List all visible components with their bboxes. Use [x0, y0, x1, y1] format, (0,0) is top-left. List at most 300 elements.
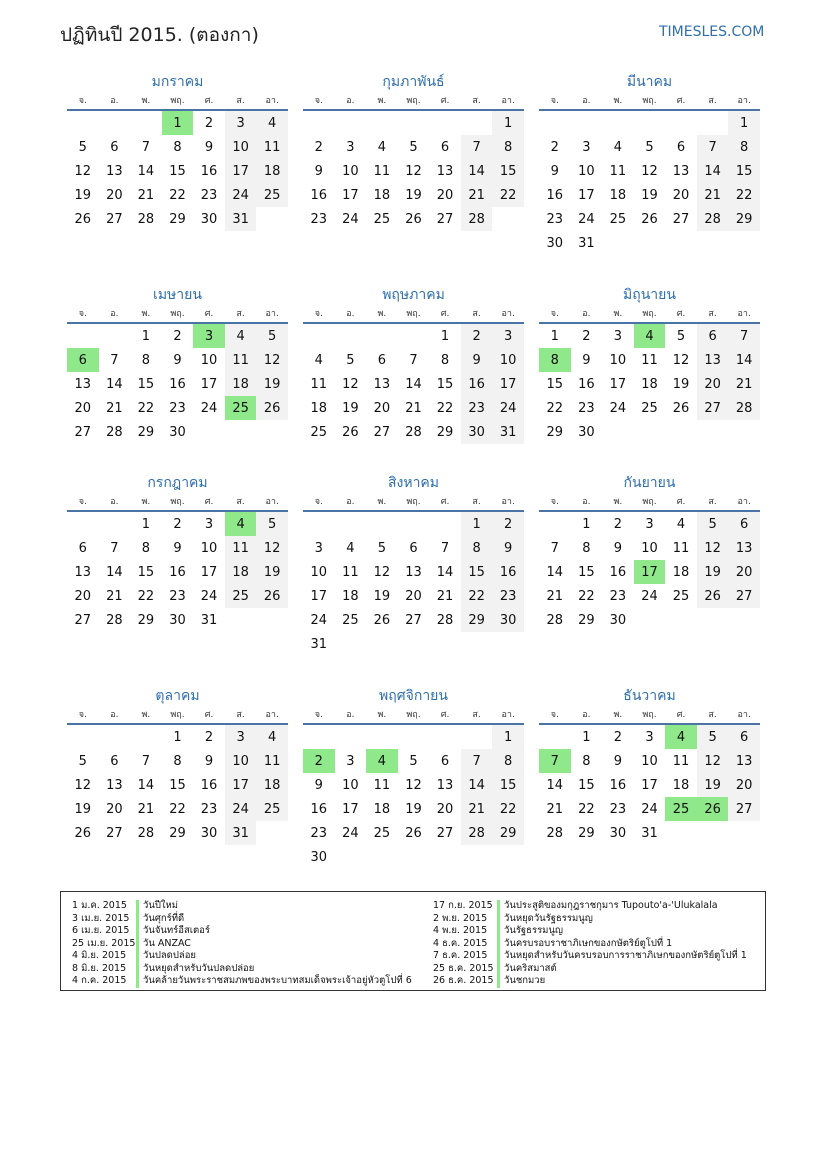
weekday-header [67, 708, 288, 725]
holiday-entry [433, 938, 747, 951]
weekday-label: ส. [236, 710, 245, 720]
day-cell: 11 [609, 163, 627, 179]
holiday-day-cell: 2 [303, 749, 335, 773]
day-cell: 28 [106, 424, 123, 440]
day-cell: 17 [310, 588, 328, 604]
day-cell: 19 [74, 187, 92, 203]
day-cell: 21 [461, 183, 493, 207]
day-cell: 5 [78, 139, 87, 155]
day-cell: 10 [641, 540, 658, 556]
day-cell: 14 [461, 159, 493, 183]
day-cell: 18 [672, 564, 690, 580]
day-grid [539, 512, 760, 632]
holiday-date: 3 เม.ย. 2015 [72, 912, 130, 924]
day-cell: 21 [728, 372, 760, 396]
day-cell: 18 [256, 159, 288, 183]
day-cell: 19 [697, 773, 729, 797]
day-cell: 29 [578, 825, 595, 841]
weekday-label: อ. [346, 96, 355, 106]
day-cell: 29 [546, 424, 564, 440]
day-cell: 16 [578, 376, 595, 392]
holiday-name: วันศุกร์ที่ดี [136, 913, 184, 926]
day-cell: 28 [137, 825, 155, 841]
weekday-header [539, 495, 760, 512]
weekday-label: ศ. [440, 497, 450, 507]
day-cell: 22 [578, 801, 595, 817]
day-cell: 20 [672, 187, 690, 203]
weekday-label: อา. [501, 96, 515, 106]
day-cell: 27 [74, 612, 92, 628]
day-cell: 29 [169, 825, 186, 841]
day-cell: 1 [141, 328, 151, 344]
day-cell: 26 [256, 584, 288, 608]
day-cell: 19 [74, 801, 92, 817]
day-cell: 14 [137, 777, 155, 793]
weekday-label: พฤ. [170, 96, 185, 106]
day-cell: 6 [728, 725, 760, 749]
day-cell: 7 [141, 139, 151, 155]
weekday-label: อา. [737, 497, 751, 507]
weekday-label: พฤ. [406, 309, 421, 319]
day-cell: 4 [377, 139, 387, 155]
empty-cell [461, 111, 493, 135]
day-cell: 2 [461, 324, 493, 348]
day-cell: 8 [141, 540, 151, 556]
weekday-label: ศ. [676, 309, 686, 319]
day-cell: 24 [310, 612, 328, 628]
weekday-label: พ. [377, 710, 387, 720]
month-name: กรกฎาคม [147, 475, 208, 491]
weekday-label: พฤ. [406, 96, 421, 106]
holiday-date: 2 พ.ย. 2015 [433, 912, 488, 924]
day-cell: 10 [225, 749, 257, 773]
day-cell: 25 [310, 424, 328, 440]
empty-cell [571, 111, 603, 135]
day-cell: 5 [346, 352, 355, 368]
day-cell: 30 [310, 849, 328, 865]
day-cell: 21 [546, 801, 564, 817]
day-cell: 25 [609, 211, 627, 227]
weekday-label: ส. [708, 96, 717, 106]
holiday-name: วันชกมวย [497, 975, 545, 988]
day-cell: 16 [310, 187, 328, 203]
weekday-label: อ. [582, 497, 591, 507]
weekday-label: อ. [346, 710, 355, 720]
empty-cell [366, 324, 398, 348]
day-cell: 6 [440, 139, 450, 155]
weekday-label: ศ. [204, 710, 214, 720]
holiday-date: 4 พ.ย. 2015 [433, 925, 488, 936]
day-grid [303, 512, 524, 656]
weekday-label: อ. [110, 497, 119, 507]
holiday-entry [72, 975, 412, 988]
day-cell: 9 [461, 348, 493, 372]
month-name: กันยายน [623, 475, 676, 491]
day-cell: 21 [697, 183, 729, 207]
day-cell: 3 [613, 328, 623, 344]
day-cell: 10 [641, 753, 658, 769]
day-cell: 13 [74, 376, 92, 392]
day-cell: 16 [609, 564, 627, 580]
day-cell: 10 [342, 777, 359, 793]
day-cell: 8 [440, 352, 450, 368]
holiday-entry [72, 963, 412, 976]
day-cell: 20 [728, 560, 760, 584]
weekday-label: อ. [110, 710, 119, 720]
day-cell: 26 [74, 825, 92, 841]
day-cell: 4 [676, 516, 686, 532]
weekday-label: พ. [613, 309, 623, 319]
day-cell: 15 [137, 376, 155, 392]
day-cell: 30 [578, 424, 595, 440]
day-cell: 16 [492, 560, 524, 584]
weekday-label: พ. [141, 309, 151, 319]
day-cell: 1 [461, 512, 493, 536]
day-cell: 8 [173, 753, 182, 769]
day-cell: 27 [436, 211, 454, 227]
day-cell: 23 [609, 801, 627, 817]
day-cell: 24 [342, 825, 359, 841]
day-cell: 25 [256, 797, 288, 821]
empty-cell [366, 725, 398, 749]
day-cell: 29 [578, 612, 595, 628]
day-cell: 27 [405, 612, 422, 628]
day-grid [539, 324, 760, 444]
day-cell: 22 [578, 588, 595, 604]
day-cell: 11 [225, 536, 257, 560]
day-cell: 31 [200, 612, 218, 628]
weekday-label: ศ. [440, 96, 450, 106]
day-cell: 20 [728, 773, 760, 797]
day-cell: 6 [728, 512, 760, 536]
weekday-label: อา. [501, 309, 515, 319]
weekday-label: อา. [501, 497, 515, 507]
day-cell: 19 [256, 372, 288, 396]
holiday-date: 4 ธ.ค. 2015 [433, 937, 488, 949]
weekday-label: พ. [377, 96, 387, 106]
weekday-label: พ. [613, 710, 623, 720]
holiday-day-cell: 3 [193, 324, 225, 348]
day-cell: 19 [342, 400, 359, 416]
day-cell: 11 [256, 749, 288, 773]
weekday-label: ส. [236, 309, 245, 319]
holiday-entry [433, 913, 747, 926]
day-cell: 3 [314, 540, 323, 556]
day-cell: 25 [672, 588, 690, 604]
weekday-label: อ. [110, 96, 119, 106]
day-cell: 28 [106, 612, 123, 628]
weekday-header [303, 94, 524, 111]
day-cell: 13 [436, 163, 454, 179]
day-cell: 9 [613, 753, 623, 769]
day-cell: 2 [582, 328, 591, 344]
day-cell: 31 [225, 207, 257, 231]
day-cell: 8 [492, 749, 524, 773]
holiday-name: วันประสูติของมกุฎราชกุมาร Tupouto'a-'Ulukalala [497, 900, 718, 913]
day-cell: 19 [405, 801, 422, 817]
day-cell: 11 [373, 777, 391, 793]
day-cell: 3 [346, 753, 355, 769]
day-cell: 5 [377, 540, 387, 556]
month-calendar [539, 283, 760, 444]
day-cell: 19 [697, 560, 729, 584]
day-cell: 27 [74, 424, 92, 440]
day-cell: 25 [373, 211, 391, 227]
day-cell: 5 [78, 753, 87, 769]
day-cell: 20 [106, 801, 123, 817]
empty-cell [429, 512, 461, 536]
day-cell: 9 [314, 163, 323, 179]
day-cell: 24 [342, 211, 359, 227]
page-title: ปฏิทินปี 2015. (ตองกา) [60, 24, 259, 46]
weekday-label: อ. [582, 96, 591, 106]
day-cell: 13 [106, 777, 123, 793]
month-name: พฤษภาคม [382, 287, 445, 303]
day-cell: 1 [492, 111, 524, 135]
weekday-label: พ. [377, 309, 387, 319]
day-cell: 8 [141, 352, 151, 368]
weekday-label: ศ. [204, 96, 214, 106]
day-cell: 29 [436, 424, 454, 440]
day-grid [539, 725, 760, 845]
holiday-day-cell: 8 [539, 348, 571, 372]
day-cell: 6 [440, 753, 450, 769]
weekday-label: อ. [110, 309, 119, 319]
day-cell: 11 [641, 352, 658, 368]
day-cell: 12 [405, 163, 422, 179]
weekday-label: ส. [708, 309, 717, 319]
empty-cell [539, 512, 571, 536]
empty-cell [303, 725, 335, 749]
weekday-header [67, 307, 288, 324]
day-cell: 16 [200, 163, 218, 179]
day-cell: 9 [613, 540, 623, 556]
holiday-name: วันรัฐธรรมนูญ [497, 925, 563, 938]
day-cell: 12 [256, 348, 288, 372]
day-cell: 4 [225, 324, 257, 348]
empty-cell [303, 324, 335, 348]
day-cell: 28 [436, 612, 454, 628]
weekday-label: ส. [472, 497, 481, 507]
day-cell: 7 [550, 540, 559, 556]
day-cell: 15 [728, 159, 760, 183]
day-cell: 11 [342, 564, 359, 580]
weekday-label: จ. [550, 497, 559, 507]
weekday-label: ส. [708, 497, 717, 507]
holiday-day-cell: 17 [634, 560, 666, 584]
weekday-label: ส. [708, 710, 717, 720]
day-cell: 16 [169, 564, 186, 580]
empty-cell [99, 111, 131, 135]
day-cell: 17 [200, 376, 218, 392]
day-cell: 15 [492, 159, 524, 183]
day-cell: 21 [137, 187, 155, 203]
day-cell: 3 [492, 324, 524, 348]
day-cell: 27 [728, 797, 760, 821]
weekday-label: อ. [346, 497, 355, 507]
month-calendar [67, 283, 288, 444]
holiday-day-cell: 7 [539, 749, 571, 773]
day-cell: 19 [672, 376, 690, 392]
day-cell: 15 [578, 777, 595, 793]
weekday-label: จ. [78, 710, 87, 720]
day-cell: 1 [582, 516, 591, 532]
day-cell: 12 [641, 163, 658, 179]
weekday-label: พ. [377, 497, 387, 507]
weekday-label: อ. [582, 309, 591, 319]
holiday-name: วันหยุดสำหรับวันปลดปล่อย [136, 963, 254, 976]
day-cell: 10 [225, 135, 257, 159]
day-cell: 2 [492, 512, 524, 536]
day-cell: 23 [578, 400, 595, 416]
weekday-label: ศ. [204, 309, 214, 319]
day-cell: 5 [409, 139, 418, 155]
day-cell: 30 [200, 211, 218, 227]
day-cell: 22 [492, 183, 524, 207]
holiday-entry [433, 900, 747, 913]
holiday-day-cell: 1 [162, 111, 194, 135]
day-cell: 7 [110, 540, 119, 556]
day-cell: 12 [373, 564, 391, 580]
day-cell: 24 [492, 396, 524, 420]
day-cell: 28 [405, 424, 422, 440]
day-cell: 13 [373, 376, 391, 392]
day-cell: 19 [373, 588, 391, 604]
day-cell: 22 [436, 400, 454, 416]
day-cell: 13 [106, 163, 123, 179]
day-cell: 10 [492, 348, 524, 372]
day-cell: 29 [728, 207, 760, 231]
day-cell: 18 [256, 773, 288, 797]
day-cell: 19 [405, 187, 422, 203]
day-cell: 24 [641, 588, 658, 604]
day-cell: 26 [342, 424, 359, 440]
day-cell: 27 [106, 211, 123, 227]
weekday-label: ศ. [676, 497, 686, 507]
month-calendar [67, 70, 288, 231]
day-cell: 6 [78, 540, 87, 556]
month-calendar [303, 684, 524, 869]
weekday-label: พฤ. [170, 710, 185, 720]
month-calendar [539, 684, 760, 845]
day-grid [303, 111, 524, 231]
empty-cell [429, 111, 461, 135]
site-link[interactable]: TIMESLES.COM [659, 24, 765, 40]
day-cell: 3 [645, 516, 654, 532]
day-cell: 8 [461, 536, 493, 560]
day-cell: 19 [256, 560, 288, 584]
weekday-label: พฤ. [406, 497, 421, 507]
day-cell: 29 [137, 424, 155, 440]
holiday-entry [433, 925, 747, 938]
holiday-name: วันหยุดวันรัฐธรรมนูญ [497, 913, 593, 926]
day-cell: 9 [582, 352, 591, 368]
day-cell: 30 [609, 612, 627, 628]
holiday-date: 17 ก.ย. 2015 [433, 900, 493, 911]
empty-cell [398, 111, 430, 135]
holiday-entry [72, 900, 412, 913]
weekday-label: ส. [472, 309, 481, 319]
day-cell: 27 [373, 424, 391, 440]
day-cell: 26 [373, 612, 391, 628]
day-cell: 24 [609, 400, 627, 416]
day-cell: 2 [204, 729, 214, 745]
day-cell: 17 [641, 777, 658, 793]
day-cell: 9 [173, 540, 182, 556]
weekday-header [67, 94, 288, 111]
day-cell: 29 [461, 608, 493, 632]
empty-cell [398, 725, 430, 749]
day-cell: 24 [200, 400, 218, 416]
day-grid [303, 725, 524, 869]
day-cell: 2 [204, 115, 214, 131]
day-cell: 4 [613, 139, 623, 155]
weekday-label: พฤ. [170, 497, 185, 507]
day-cell: 30 [492, 608, 524, 632]
weekday-label: พ. [141, 497, 151, 507]
day-cell: 6 [110, 753, 119, 769]
day-cell: 18 [225, 372, 257, 396]
day-cell: 29 [169, 211, 186, 227]
weekday-label: อา. [265, 710, 279, 720]
weekday-label: จ. [314, 309, 323, 319]
day-cell: 27 [728, 584, 760, 608]
weekday-label: อา. [737, 96, 751, 106]
month-calendar [303, 283, 524, 444]
day-cell: 25 [225, 584, 257, 608]
holiday-name: วันปลดปล่อย [136, 950, 196, 963]
holiday-date: 1 ม.ค. 2015 [72, 900, 127, 911]
day-cell: 14 [137, 163, 155, 179]
weekday-label: พ. [141, 96, 151, 106]
weekday-label: จ. [78, 309, 87, 319]
day-grid [67, 324, 288, 444]
day-cell: 11 [256, 135, 288, 159]
weekday-label: อา. [737, 309, 751, 319]
day-cell: 21 [137, 801, 155, 817]
holiday-day-cell: 25 [225, 396, 257, 420]
holiday-name: วันครบรอบราชาภิเษกของกษัตริย์ตูโปที่ 1 [497, 938, 672, 951]
weekday-label: ศ. [676, 96, 686, 106]
month-name: มกราคม [151, 74, 204, 90]
day-cell: 27 [697, 396, 729, 420]
day-cell: 6 [409, 540, 418, 556]
day-cell: 21 [106, 400, 123, 416]
holiday-name: วันหยุดสำหรับวันครบรอบการราชาภิเษกของกษัตริย์ตูโปที่ 1 [497, 950, 747, 963]
day-cell: 1 [582, 729, 591, 745]
holiday-day-cell: 4 [665, 725, 697, 749]
day-cell: 5 [697, 725, 729, 749]
day-cell: 8 [173, 139, 182, 155]
weekday-label: พฤ. [642, 497, 657, 507]
empty-cell [366, 111, 398, 135]
day-cell: 10 [200, 540, 218, 556]
holiday-entry [72, 938, 412, 951]
day-cell: 14 [106, 376, 123, 392]
day-cell: 1 [492, 725, 524, 749]
holiday-date: 8 มิ.ย. 2015 [72, 962, 127, 974]
day-cell: 28 [137, 211, 155, 227]
day-cell: 31 [310, 636, 328, 652]
day-cell: 5 [256, 324, 288, 348]
month-name: เมษายน [153, 287, 202, 303]
day-cell: 20 [697, 372, 729, 396]
day-cell: 17 [492, 372, 524, 396]
day-cell: 23 [461, 396, 493, 420]
day-cell: 14 [405, 376, 422, 392]
holiday-day-cell: 25 [665, 797, 697, 821]
empty-cell [461, 725, 493, 749]
